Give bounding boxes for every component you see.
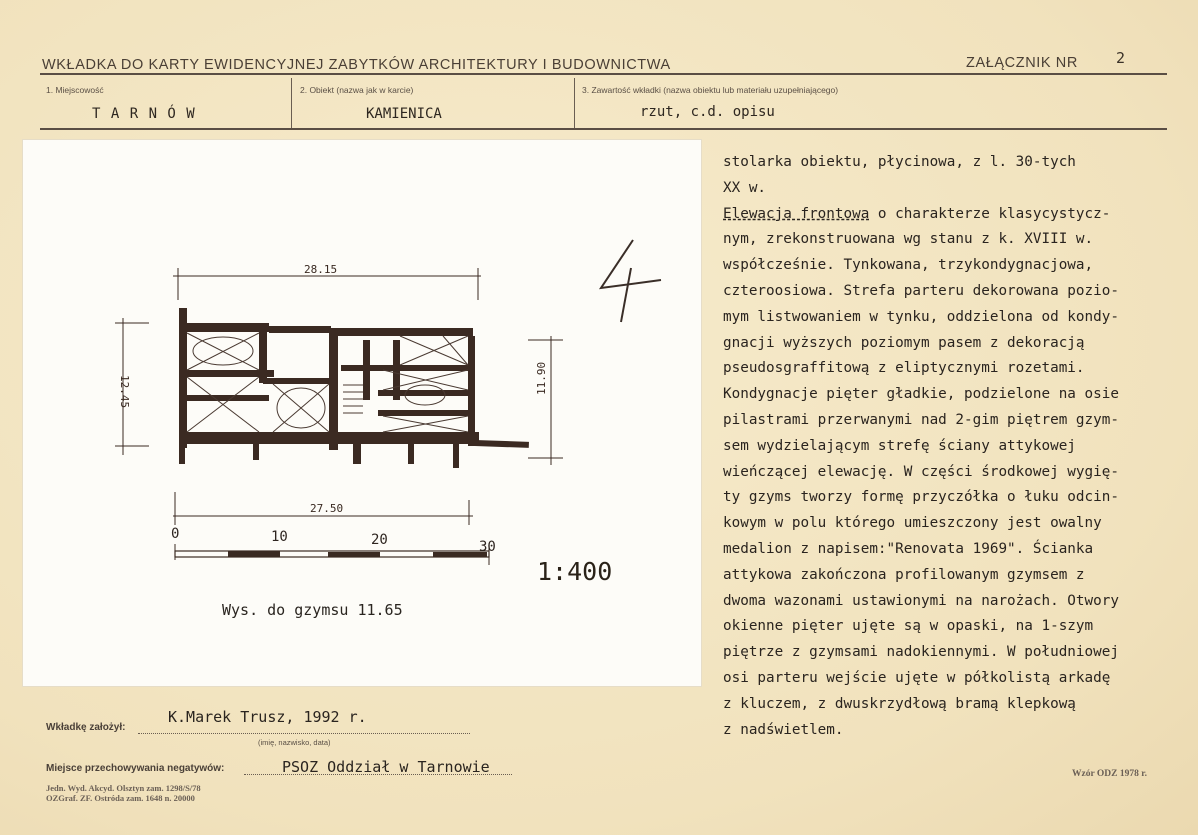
printer-imprint bbox=[46, 783, 201, 803]
desc-line: pilastrami przerwanymi nad 2-gim piętrem gzym- bbox=[723, 411, 1119, 428]
desc-line: ty gzyms tworzy formę przyczółka o łuku odcin- bbox=[723, 489, 1119, 506]
desc-line: sem wydzielającym strefę ściany attykowej bbox=[723, 437, 1076, 454]
author-value: K.Marek Trusz, 1992 r. bbox=[168, 708, 367, 726]
description-text bbox=[723, 150, 1193, 743]
desc-line: o charakterze klasycystycz- bbox=[869, 205, 1111, 222]
content-label: 3. Zawartość wkładki (nazwa obiektu lub materiału uzupełniającego) bbox=[582, 85, 839, 95]
content-value: rzut, c.d. opisu bbox=[640, 104, 775, 120]
desc-line: mym listwowaniem w tynku, oddzielona od kondy- bbox=[723, 308, 1119, 325]
object-label: 2. Obiekt (nazwa jak w karcie) bbox=[300, 85, 414, 95]
height-note: Wys. do gzymsu 11.65 bbox=[222, 601, 403, 619]
scale-ratio: 1:400 bbox=[537, 557, 613, 586]
locality-label: 1. Miejscowość bbox=[46, 85, 104, 95]
field-separator bbox=[574, 78, 575, 130]
desc-line: nym, zrekonstruowana wg stanu z k. XVIII w. bbox=[723, 231, 1094, 248]
scale-bar bbox=[175, 544, 489, 565]
desc-line: piętrze z gzymsami nadokiennymi. W południowej bbox=[723, 644, 1119, 661]
header-rule bbox=[40, 73, 1167, 75]
dim-top-label: 28.15 bbox=[304, 263, 338, 276]
desc-line: Kondygnacje pięter gładkie, podzielone na osie bbox=[723, 386, 1119, 403]
dim-bottom-label: 27.50 bbox=[310, 502, 344, 515]
printer-line: OZGraf. ZF. Ostróda zam. 1648 n. 20000 bbox=[46, 793, 195, 803]
desc-line: stolarka obiektu, płycinowa, z l. 30-tych bbox=[723, 154, 1076, 170]
dim-right-label: 11.90 bbox=[535, 361, 548, 395]
desc-heading-elevation: Elewacja frontowa bbox=[723, 205, 870, 222]
building-walls bbox=[179, 308, 529, 468]
annex-number: 2 bbox=[1116, 49, 1126, 67]
desc-line: osi parteru wejście ujęte w półkolistą arkadę bbox=[723, 669, 1111, 686]
scale-tick-20: 20 bbox=[371, 532, 388, 548]
locality-value: T A R N Ó W bbox=[92, 106, 196, 122]
desc-line: XX w. bbox=[723, 179, 767, 196]
author-hint: (imię, nazwisko, data) bbox=[258, 738, 331, 747]
desc-line: czteroosiowa. Strefa parteru dekorowana pozio- bbox=[723, 282, 1119, 299]
dim-left-label: 12.45 bbox=[118, 375, 131, 409]
storage-label: Miejsce przechowywania negatywów: bbox=[46, 763, 225, 774]
card-title: WKŁADKA DO KARTY EWIDENCYJNEJ ZABYTKÓW ARCHITEKTURY I BUDOWNICTWA bbox=[42, 57, 671, 73]
desc-line: okienne pięter ujęte są w opaski, na 1-szym bbox=[723, 618, 1094, 635]
storage-value: PSOZ Oddział w Tarnowie bbox=[282, 758, 490, 776]
desc-line: attykowa zakończona profilowanym gzymsem z bbox=[723, 566, 1085, 583]
scale-tick-10: 10 bbox=[271, 529, 288, 545]
desc-line: wieńczącej elewację. W części środkowej wygię- bbox=[723, 463, 1119, 480]
author-label: Wkładkę założył: bbox=[46, 722, 126, 733]
object-value: KAMIENICA bbox=[366, 106, 442, 122]
author-dotline bbox=[138, 733, 470, 734]
scale-tick-0: 0 bbox=[171, 526, 180, 542]
form-code: Wzór ODZ 1978 r. bbox=[1072, 769, 1147, 779]
desc-line: z kluczem, z dwuskrzydłową bramą klepkową bbox=[723, 695, 1076, 712]
desc-line: gnacji wyższych poziomym pasem z dekoracją bbox=[723, 334, 1085, 351]
printer-line: Jedn. Wyd. Akcyd. Olsztyn zam. 1298/S/78 bbox=[46, 783, 201, 793]
plate-number-drawing bbox=[601, 240, 661, 322]
desc-line: współcześnie. Tynkowana, trzykondygnacjowa, bbox=[723, 257, 1094, 274]
desc-line: medalion z napisem:"Renovata 1969". Ścianka bbox=[723, 540, 1094, 557]
desc-line: dwoma wazonami ustawionymi na narożach. Otwory bbox=[723, 592, 1119, 609]
floor-plan-photo bbox=[23, 140, 701, 686]
fields-rule bbox=[40, 128, 1167, 130]
desc-line: pseudosgraffitową z eliptycznymi rozetami. bbox=[723, 360, 1085, 377]
annex-label: ZAŁĄCZNIK NR bbox=[966, 55, 1078, 71]
desc-line: z nadświetlem. bbox=[723, 721, 844, 738]
field-separator bbox=[291, 78, 292, 130]
scale-tick-30: 30 bbox=[479, 539, 496, 555]
desc-line: kowym w polu którego umieszczony jest owalny bbox=[723, 515, 1102, 532]
